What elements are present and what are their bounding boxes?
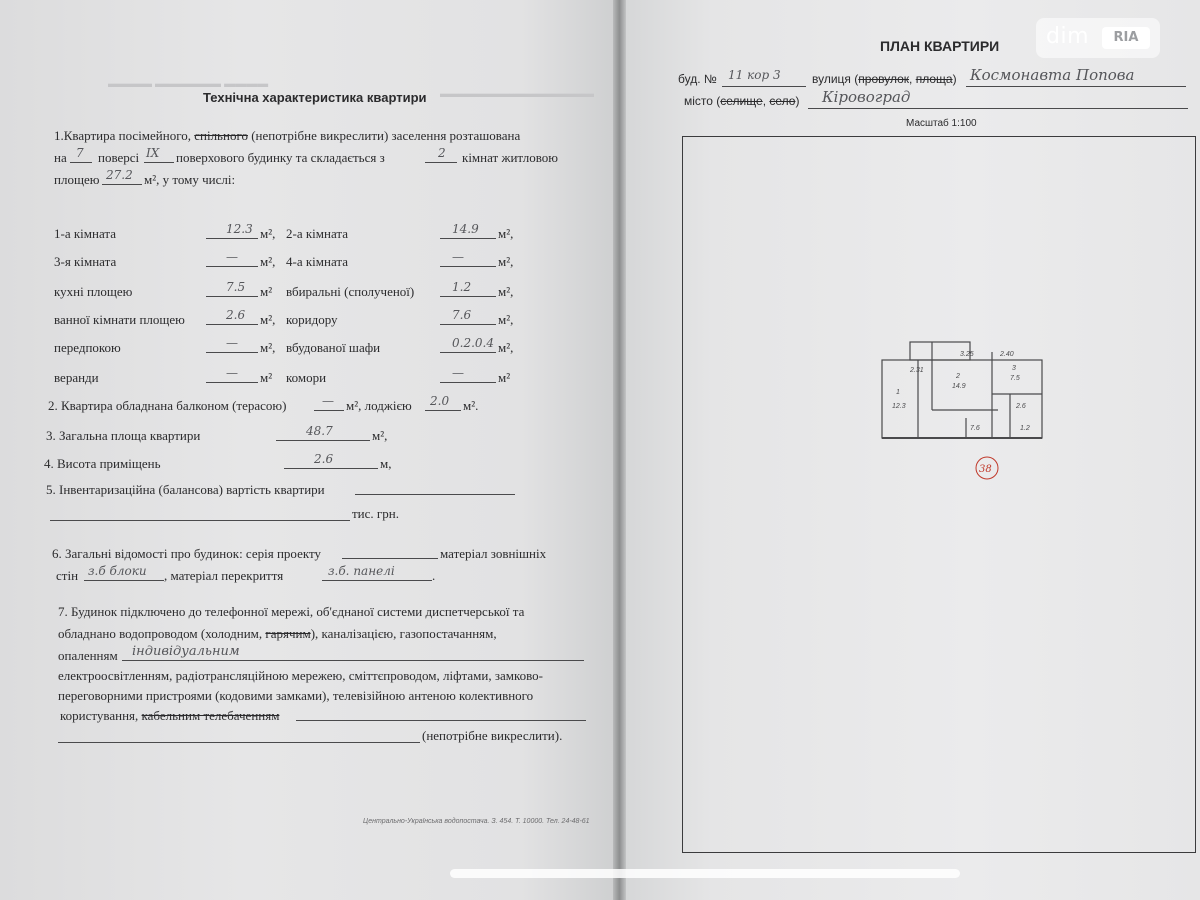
room-area-unit: м²,	[260, 340, 276, 355]
underline	[440, 324, 496, 325]
logo-brand: dim	[1046, 24, 1090, 49]
room-label: 2-а кімната	[286, 226, 349, 241]
street-value: Космонавта Попова	[970, 66, 1135, 84]
room-label: кухні площею	[54, 284, 133, 299]
item3-label: 3. Загальна площа квартири	[46, 428, 201, 443]
page-title: Технічна характеристика квартири	[203, 90, 427, 105]
room-area-value: —	[452, 366, 464, 380]
plan-room-area: 7.6	[970, 425, 980, 432]
apartment-number: 38	[979, 464, 992, 475]
item2-label: 2. Квартира обладнана балконом (терасою)	[48, 398, 287, 413]
underline	[102, 184, 142, 185]
plan-room-area: 14.9	[952, 383, 966, 390]
plan-room-area: 2.6	[1016, 403, 1026, 410]
room-area-value: —	[226, 250, 238, 264]
building-value: 11 кор 3	[728, 68, 781, 82]
plan-dim: 3.25	[960, 351, 974, 358]
underline	[70, 162, 92, 163]
underline	[206, 324, 258, 325]
item7-line1: 7. Будинок підключено до телефонної мережі, об'єднаної системи диспетчерської та	[58, 604, 525, 619]
room-area-unit: м²,	[498, 340, 514, 355]
floors-total-value: IX	[146, 146, 160, 160]
plan-dim: 2.31	[910, 367, 924, 374]
underline	[425, 162, 457, 163]
item6-walls-label: стін	[56, 568, 79, 583]
room-label: 3-я кімната	[54, 254, 117, 269]
outer-wall	[882, 360, 1042, 438]
room-label: коридору	[286, 312, 338, 327]
underline	[314, 410, 344, 411]
heating-value: індивідуальним	[132, 644, 240, 659]
room-area-value: 1.2	[452, 280, 472, 294]
underline	[425, 410, 461, 411]
underline	[355, 494, 515, 495]
city-value: Кіровоград	[822, 88, 911, 106]
room-label: передпокою	[54, 340, 121, 355]
underline	[440, 266, 496, 267]
room-area-value: —	[226, 336, 238, 350]
plan-room-number: 1	[896, 389, 900, 396]
item4-label: 4. Висота приміщень	[44, 456, 161, 471]
underline	[284, 468, 378, 469]
room-label: ванної кімнати площею	[54, 312, 185, 327]
balcony-value: —	[322, 394, 334, 408]
floor-plan-drawing	[870, 330, 1060, 490]
underline	[440, 352, 496, 353]
item1-line1: 1.Квартира посімейного, спільного (непотрібне викреслити) заселення розташована	[54, 128, 521, 143]
underline	[808, 108, 1188, 109]
print-footer: Центрально-Українська водопостача. З. 454. Т. 10000. Тел. 24-48-61	[363, 818, 590, 825]
building-text: поверхового будинку та складається з	[176, 150, 385, 165]
room-area-unit: м²,	[260, 312, 276, 327]
walls-value: з.б блоки	[88, 564, 147, 578]
total-area-unit: м²,	[372, 428, 388, 443]
underline	[722, 86, 806, 87]
living-area-value: 27.2	[106, 168, 133, 182]
underline	[206, 352, 258, 353]
ceiling-value: з.б. панелі	[328, 564, 395, 578]
underline	[206, 296, 258, 297]
height-unit: м,	[380, 456, 392, 471]
item7-line4: електроосвітленням, радіотрансляційною мережею, сміттєпроводом, ліфтами, замково-	[58, 668, 543, 683]
room-area-value: 14.9	[452, 222, 479, 236]
logo-badge: RIA	[1102, 27, 1150, 49]
room-area-value: —	[226, 366, 238, 380]
room-area-value: 7.6	[452, 308, 472, 322]
living-text: кімнат житловою	[462, 150, 559, 165]
room-area-value: 7.5	[226, 280, 246, 294]
room-label: вбиральні (сполученої)	[286, 284, 415, 299]
book-gutter	[613, 0, 626, 900]
dim-ria-logo	[1036, 18, 1160, 58]
room-area-unit: м²,	[498, 226, 514, 241]
plan-room-area: 7.5	[1010, 375, 1020, 382]
floor-plan-frame	[682, 136, 1196, 853]
area-text: м², у тому числі:	[144, 172, 236, 187]
room-label: 1-а кімната	[54, 226, 117, 241]
room-area-value: 12.3	[226, 222, 253, 236]
underline	[342, 558, 438, 559]
underline	[58, 742, 420, 743]
item7-line2: обладнано водопроводом (холодним, гарячим), каналізацією, газопостачанням,	[58, 626, 497, 641]
city-label: місто (селище, село)	[684, 94, 800, 108]
underline	[50, 520, 350, 521]
room-label: комори	[286, 370, 327, 385]
loggia-value: 2.0	[430, 394, 450, 408]
item7-heating-label: опаленням	[58, 648, 118, 663]
room-area-unit: м²,	[498, 284, 514, 299]
room-area-value: —	[452, 250, 464, 264]
floor-label: поверсі	[98, 150, 140, 165]
room-label: 4-а кімната	[286, 254, 349, 269]
plan-room-area: 12.3	[892, 403, 906, 410]
item7-line6: користування, кабельним телебаченням	[60, 708, 280, 723]
plan-room-number: 3	[1012, 365, 1016, 372]
plan-room-number: 2	[956, 373, 960, 380]
floor-value: 7	[76, 146, 84, 160]
plan-title: ПЛАН КВАРТИРИ	[880, 38, 1000, 54]
plan-room-area: 1.2	[1020, 425, 1030, 432]
room-label: веранди	[54, 370, 99, 385]
underline	[206, 238, 258, 239]
area-label: площею	[54, 172, 100, 187]
building-label: буд. №	[678, 72, 717, 86]
room-label: вбудованої шафи	[286, 340, 381, 355]
underline	[206, 382, 258, 383]
item5-unit: тис. грн.	[352, 506, 399, 521]
underline	[144, 162, 174, 163]
item6-end: .	[432, 568, 436, 583]
underline	[322, 580, 432, 581]
underline	[206, 266, 258, 267]
item7-note: (непотрібне викреслити).	[422, 728, 563, 743]
height-value: 2.6	[314, 452, 334, 466]
item6-material: матеріал зовнішніх	[440, 546, 547, 561]
item6-line1: 6. Загальні відомості про будинок: серія проекту	[52, 546, 322, 561]
total-area-value: 48.7	[306, 424, 333, 438]
plan-dim: 2.40	[1000, 351, 1014, 358]
item7-line5: переговорними пристроями (кодовими замками), телевізійною антеною колективного	[58, 688, 534, 703]
item6-ceiling-label: , матеріал перекриття	[164, 568, 284, 583]
loggia-unit: м².	[463, 398, 479, 413]
underline	[440, 296, 496, 297]
room-area-unit: м²,	[498, 312, 514, 327]
room-area-unit: м²	[260, 284, 273, 299]
room-area-unit: м²	[498, 370, 511, 385]
street-label: вулиця (провулок, площа)	[812, 72, 957, 86]
rooms-count-value: 2	[438, 146, 446, 160]
item1-line2: на	[54, 150, 67, 165]
underline	[440, 382, 496, 383]
bleed-through-text: ▬▬▬▬▬▬▬▬▬▬▬▬▬▬	[440, 88, 594, 100]
bleed-through-text: ▬▬▬▬ ▬▬▬▬▬▬ ▬▬▬▬	[108, 78, 269, 90]
underline	[440, 238, 496, 239]
room-area-value: 2.6	[226, 308, 246, 322]
item5-label: 5. Інвентаризаційна (балансова) вартість квартири	[46, 482, 325, 497]
horizontal-scrollbar[interactable]	[450, 869, 960, 878]
scale-label: Масштаб 1:100	[906, 118, 977, 129]
room-area-unit: м²,	[260, 226, 276, 241]
underline	[276, 440, 370, 441]
room-area-value: 0.2.0.4	[452, 336, 494, 350]
room-area-unit: м²,	[260, 254, 276, 269]
underline	[84, 580, 164, 581]
underline	[966, 86, 1186, 87]
underline	[296, 720, 586, 721]
room-area-unit: м²	[260, 370, 273, 385]
room-area-unit: м²,	[498, 254, 514, 269]
underline	[122, 660, 584, 661]
loggia-label: м², лоджією	[346, 398, 412, 413]
